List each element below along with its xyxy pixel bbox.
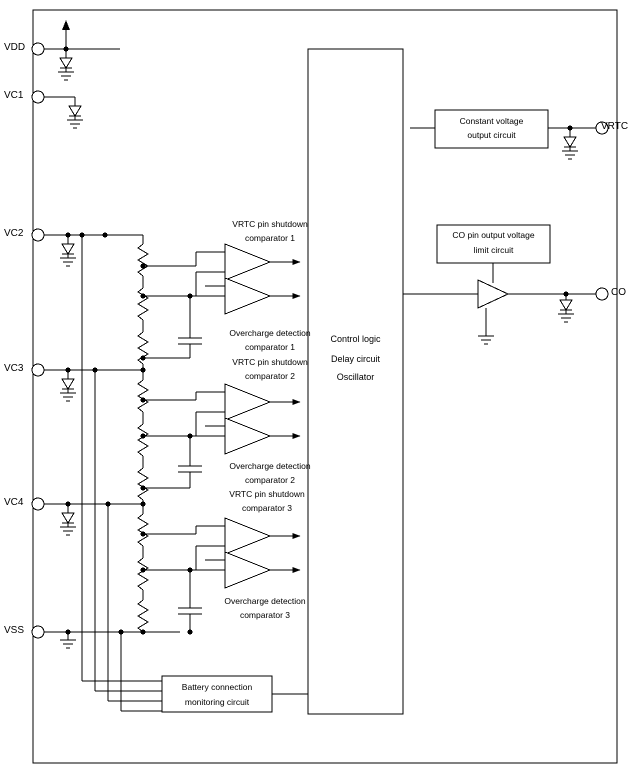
control-logic-line3: Oscillator (336, 372, 375, 382)
constant-voltage-line1: Constant voltage (459, 116, 524, 126)
co-limit-line2: limit circuit (473, 245, 514, 255)
battery-monitor-line2: monitoring circuit (184, 697, 250, 707)
comparator-vrtc-shutdown-2-line2: comparator 2 (244, 371, 296, 381)
control-logic-line2: Delay circuit (330, 354, 380, 364)
pin-label-co: CO (611, 287, 626, 298)
pin-label-vc3: VC3 (4, 363, 24, 374)
co-limit-line1: CO pin output voltage (452, 230, 535, 240)
comparator-overcharge-2-line1: Overcharge detection (229, 461, 311, 471)
control-logic-line1: Control logic (330, 334, 381, 344)
comparator-vrtc-shutdown-3-line1: VRTC pin shutdown (229, 489, 305, 499)
pin-label-vss: VSS (4, 625, 25, 636)
battery-monitor-line1: Battery connection (181, 682, 253, 692)
comparator-overcharge-1-line1: Overcharge detection (229, 328, 311, 338)
comparator-overcharge-2-line2: comparator 2 (244, 475, 296, 485)
comparator-vrtc-shutdown-1-line1: VRTC pin shutdown (232, 219, 308, 229)
pin-label-vc4: VC4 (4, 497, 24, 508)
comparator-overcharge-1-line2: comparator 1 (244, 342, 296, 352)
comparator-overcharge-3-line2: comparator 3 (239, 610, 291, 620)
pin-label-vc2: VC2 (4, 228, 24, 239)
pin-label-vc1: VC1 (4, 90, 24, 101)
pin-label-vdd: VDD (4, 42, 26, 53)
pin-label-vrtc: VRTC (601, 121, 629, 132)
comparator-vrtc-shutdown-3-line2: comparator 3 (241, 503, 293, 513)
comparator-vrtc-shutdown-1-line2: comparator 1 (244, 233, 296, 243)
constant-voltage-line2: output circuit (467, 130, 516, 140)
comparator-vrtc-shutdown-2-line1: VRTC pin shutdown (232, 357, 308, 367)
comparator-overcharge-3-line1: Overcharge detection (224, 596, 306, 606)
